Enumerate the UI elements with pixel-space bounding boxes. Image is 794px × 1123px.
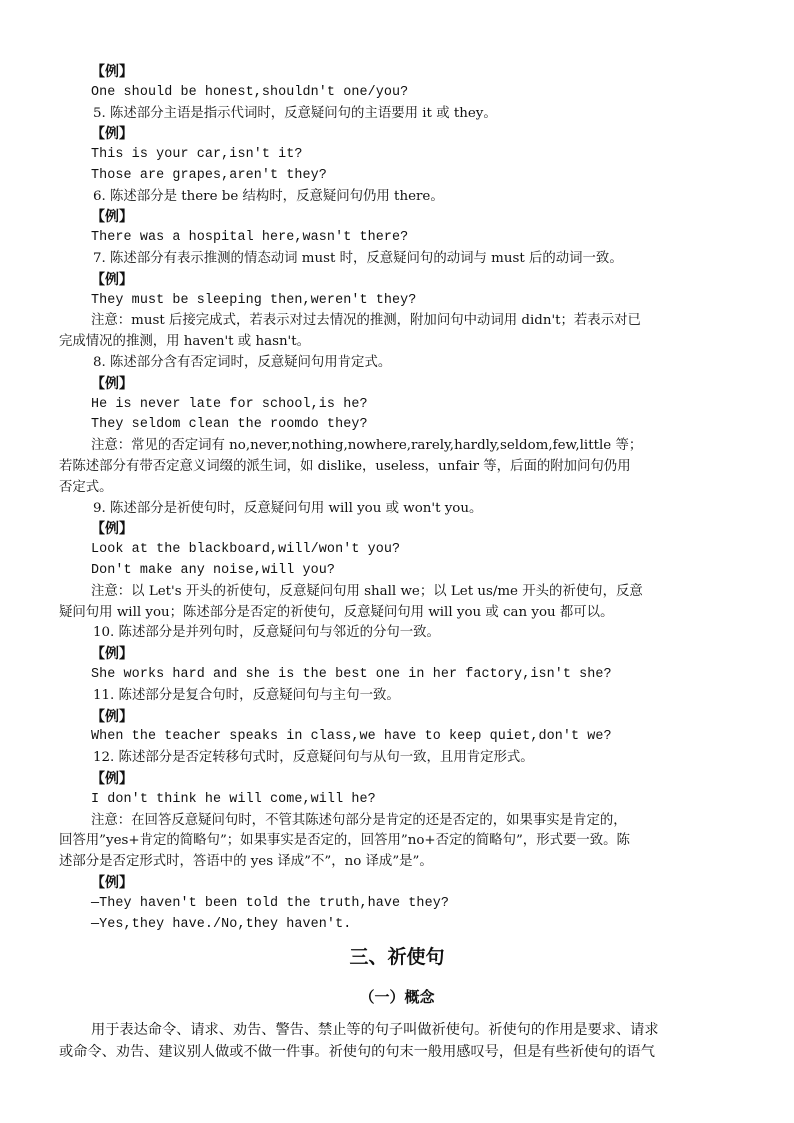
example-sentence: He is never late for school,is he? xyxy=(91,397,368,412)
example-label: 【例】 xyxy=(91,771,133,787)
rule-item-6: 6. 陈述部分是 there be 结构时，反意疑问句仍用 there。 xyxy=(93,189,444,204)
example-sentence: There was a hospital here,wasn't there? xyxy=(91,230,409,245)
rule-item-11: 11. 陈述部分是复合句时，反意疑问句与主句一致。 xyxy=(93,688,400,703)
dialogue-line: —They haven't been told the truth,have they? xyxy=(91,896,449,911)
note-text-cont: 述部分是否定形式时，答语中的 yes 译成”不”，no 译成”是”。 xyxy=(59,854,433,869)
note-text-cont: 回答用”yes+肯定的简略句”；如果事实是否定的，回答用”no+否定的简略句”，形式要一致。陈 xyxy=(59,833,630,848)
example-sentence: When the teacher speaks in class,we have to keep quiet,don't we? xyxy=(91,729,612,744)
example-sentence: This is your car,isn't it? xyxy=(91,147,303,162)
example-label: 【例】 xyxy=(91,64,133,80)
example-label: 【例】 xyxy=(91,376,133,392)
section-heading: 三、祈使句 xyxy=(349,946,445,968)
note-text: 注意：以 Let's 开头的祈使句，反意疑问句用 shall we；以 Let us/me 开头的祈使句，反意 xyxy=(91,584,643,599)
example-label: 【例】 xyxy=(91,126,133,142)
example-sentence: Look at the blackboard,will/won't you? xyxy=(91,542,401,557)
note-text-cont: 疑问句用 will you；陈述部分是否定的祈使句，反意疑问句用 will you 或 can you 都可以。 xyxy=(59,605,614,620)
example-label: 【例】 xyxy=(91,646,133,662)
example-sentence: They seldom clean the roomdo they? xyxy=(91,417,368,432)
subsection-heading: （一）概念 xyxy=(359,988,435,1006)
rule-item-10: 10. 陈述部分是并列句时，反意疑问句与邻近的分句一致。 xyxy=(93,625,440,640)
example-label: 【例】 xyxy=(91,272,133,288)
dialogue-line: —Yes,they have./No,they haven't. xyxy=(91,917,352,932)
note-text-cont: 完成情况的推测，用 haven't 或 hasn't。 xyxy=(59,334,311,349)
paragraph-line: 用于表达命令、请求、劝告、警告、禁止等的句子叫做祈使句。祈使句的作用是要求、请求 xyxy=(91,1022,659,1038)
example-label: 【例】 xyxy=(91,209,133,225)
rule-item-9: 9. 陈述部分是祈使句时，反意疑问句用 will you 或 won't you。 xyxy=(93,501,483,516)
note-text: 注意：must 后接完成式，若表示对过去情况的推测，附加问句中动词用 didn't；若表示对已 xyxy=(91,313,641,328)
note-text-cont: 若陈述部分有带否定意义词缀的派生词，如 dislike，useless，unfair 等，后面的附加问句仍用 xyxy=(59,459,631,474)
example-label: 【例】 xyxy=(91,875,133,891)
example-label: 【例】 xyxy=(91,521,133,537)
rule-item-5: 5. 陈述部分主语是指示代词时，反意疑问句的主语要用 it 或 they。 xyxy=(93,106,497,121)
rule-item-8: 8. 陈述部分含有否定词时，反意疑问句用肯定式。 xyxy=(93,355,392,370)
example-sentence: Don't make any noise,will you? xyxy=(91,563,336,578)
note-text: 注意：在回答反意疑问句时，不管其陈述句部分是肯定的还是否定的，如果事实是肯定的， xyxy=(91,813,627,828)
example-sentence: One should be honest,shouldn't one/you? xyxy=(91,85,409,100)
note-text-cont: 否定式。 xyxy=(59,480,113,495)
paragraph-line: 或命令、劝告、建议别人做或不做一件事。祈使句的句末一般用感叹号，但是有些祈使句的语气 xyxy=(59,1044,655,1060)
example-sentence: They must be sleeping then,weren't they? xyxy=(91,293,417,308)
note-text: 注意：常见的否定词有 no,never,nothing,nowhere,rarely,hardly,seldom,few,little 等； xyxy=(91,438,643,453)
example-label: 【例】 xyxy=(91,709,133,725)
example-sentence: She works hard and she is the best one in her factory,isn't she? xyxy=(91,667,612,682)
example-sentence: I don't think he will come,will he? xyxy=(91,792,376,807)
rule-item-7: 7. 陈述部分有表示推测的情态动词 must 时，反意疑问句的动词与 must 后的动词一致。 xyxy=(93,251,623,266)
example-sentence: Those are grapes,aren't they? xyxy=(91,168,327,183)
rule-item-12: 12. 陈述部分是否定转移句式时，反意疑问句与从句一致，且用肯定形式。 xyxy=(93,750,534,765)
